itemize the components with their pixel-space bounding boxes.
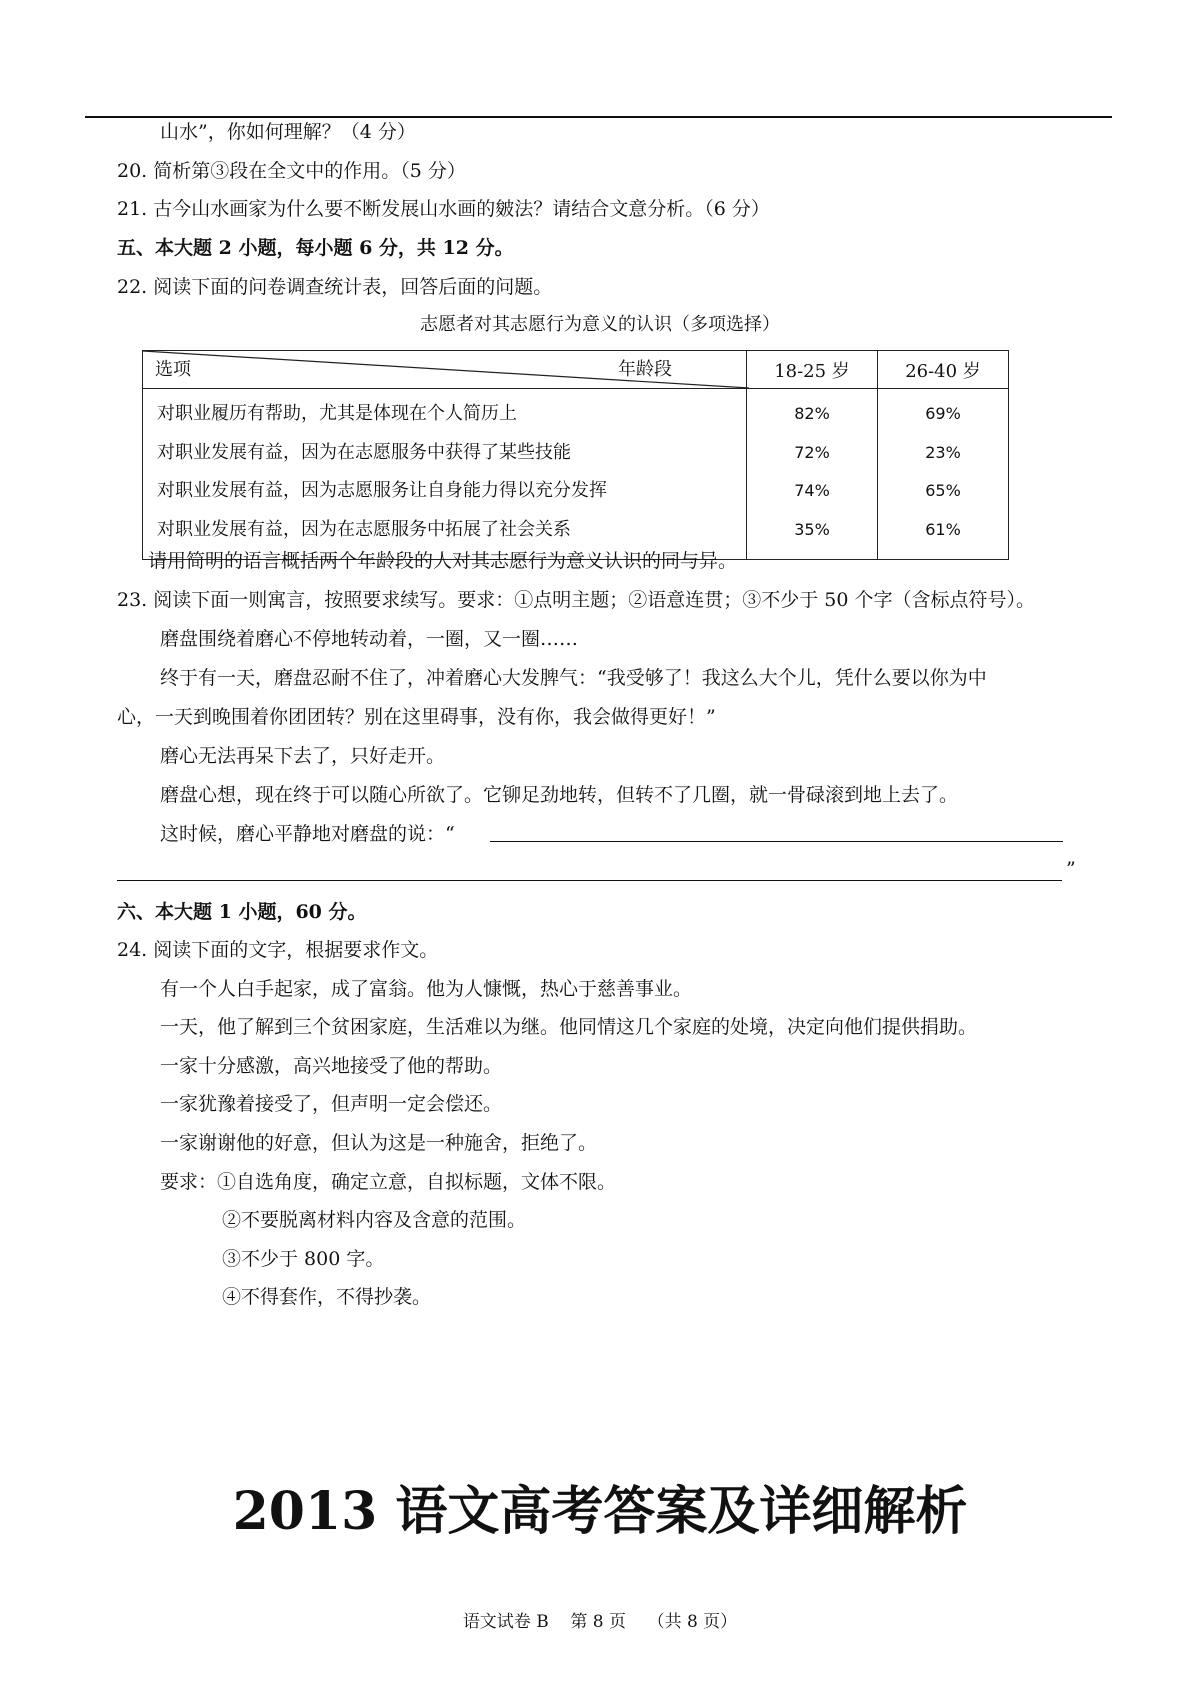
question-22: 22. 阅读下面的问卷调查统计表，回答后面的问题。 — [117, 276, 553, 298]
table-cell-value: 72% — [794, 442, 830, 462]
closing-quote: ” — [1066, 858, 1076, 880]
table-header-diagonal-cell — [143, 351, 747, 389]
fable-line: 磨盘围绕着磨心不停地转动着，一圈，又一圈…… — [160, 628, 579, 650]
answer-blank-line-1[interactable] — [490, 841, 1063, 842]
fable-line: 这时候，磨心平静地对磨盘的说：“ — [160, 823, 455, 845]
answer-blank-line-2[interactable] — [117, 880, 1062, 881]
requirement-item: ③不少于 800 字。 — [222, 1248, 385, 1270]
table-column-26-40 — [878, 389, 1009, 560]
header-option: 选项 — [155, 359, 191, 380]
essay-material-line: 一家谢谢他的好意，但认为这是一种施舍，拒绝了。 — [160, 1132, 598, 1154]
fable-line: 磨盘心想，现在终于可以随心所欲了。它铆足劲地转，但转不了几圈，就一骨碌滚到地上去了。 — [160, 784, 959, 806]
header-age-group-1: 18-25 岁 — [747, 351, 878, 389]
essay-material-line: 一家犹豫着接受了，但声明一定会偿还。 — [160, 1093, 503, 1115]
question-23: 23. 阅读下面一则寓言，按照要求续写。要求：①点明主题；②语意连贯；③不少于 50 个字（含标点符号）。 — [117, 589, 1036, 611]
table-cell-value: 69% — [925, 404, 961, 423]
survey-table — [142, 350, 1009, 560]
requirement-item: ②不要脱离材料内容及含意的范围。 — [222, 1209, 527, 1231]
fable-line: 终于有一天，磨盘忍耐不住了，冲着磨心大发脾气：“我受够了！我这么大个儿，凭什么要以你为中 — [160, 667, 987, 689]
table-cell-value: 82% — [794, 404, 830, 423]
essay-requirements-line: 要求：①自选角度，确定立意，自拟标题，文体不限。 — [160, 1171, 617, 1193]
section-5-heading: 五、本大题 2 小题，每小题 6 分，共 12 分。 — [117, 237, 514, 259]
fable-line: 心，一天到晚围着你团团转？别在这里碍事，没有你，我会做得更好！” — [117, 706, 716, 728]
q22-prompt: 请用简明的语言概括两个年龄段的人对其志愿行为意义认识的同与异。 — [148, 550, 738, 572]
essay-material-line: 有一个人白手起家，成了富翁。他为人慷慨，热心于慈善事业。 — [160, 978, 693, 1000]
table-cell-value: 74% — [794, 481, 830, 500]
fable-line: 磨心无法再呆下去了，只好走开。 — [160, 745, 446, 767]
table-row-item: 对职业履历有帮助，尤其是体现在个人简历上 — [157, 403, 517, 424]
table-caption: 志愿者对其志愿行为意义的认识（多项选择） — [420, 314, 780, 335]
requirement-item: ④不得套作，不得抄袭。 — [222, 1286, 432, 1308]
question-20: 20. 简析第③段在全文中的作用。（5 分） — [117, 160, 466, 182]
header-age-group-2: 26-40 岁 — [878, 351, 1009, 389]
table-column-18-25 — [747, 389, 878, 560]
table-row-item: 对职业发展有益，因为在志愿服务中拓展了社会关系 — [157, 518, 571, 540]
table-cell-value: 35% — [794, 519, 830, 539]
table-items-column — [143, 389, 747, 560]
essay-material-line: 一天，他了解到三个贫困家庭，生活难以为继。他同情这几个家庭的处境，决定向他们提供捐助。 — [160, 1016, 978, 1038]
table-cell-value: 61% — [925, 519, 961, 539]
header-age: 年龄段 — [618, 359, 672, 380]
top-rule — [85, 116, 1112, 118]
question-24: 24. 阅读下面的文字，根据要求作文。 — [117, 939, 439, 961]
answer-section-title: 2013 语文高考答案及详细解析 — [232, 1481, 968, 1542]
table-row-item: 对职业发展有益，因为志愿服务让自身能力得以充分发挥 — [157, 480, 607, 501]
essay-material-line: 一家十分感激，高兴地接受了他的帮助。 — [160, 1055, 503, 1077]
table-row-item: 对职业发展有益，因为在志愿服务中获得了某些技能 — [157, 441, 571, 463]
table-cell-value: 23% — [925, 442, 961, 462]
page-footer: 语文试卷 B 第 8 页 （共 8 页） — [462, 1612, 738, 1632]
q19-tail: 山水”，你如何理解？（4 分） — [160, 121, 416, 143]
question-21: 21. 古今山水画家为什么要不断发展山水画的皴法？请结合文意分析。（6 分） — [117, 198, 770, 220]
table-cell-value: 65% — [925, 481, 961, 500]
section-6-heading: 六、本大题 1 小题，60 分。 — [117, 901, 367, 923]
